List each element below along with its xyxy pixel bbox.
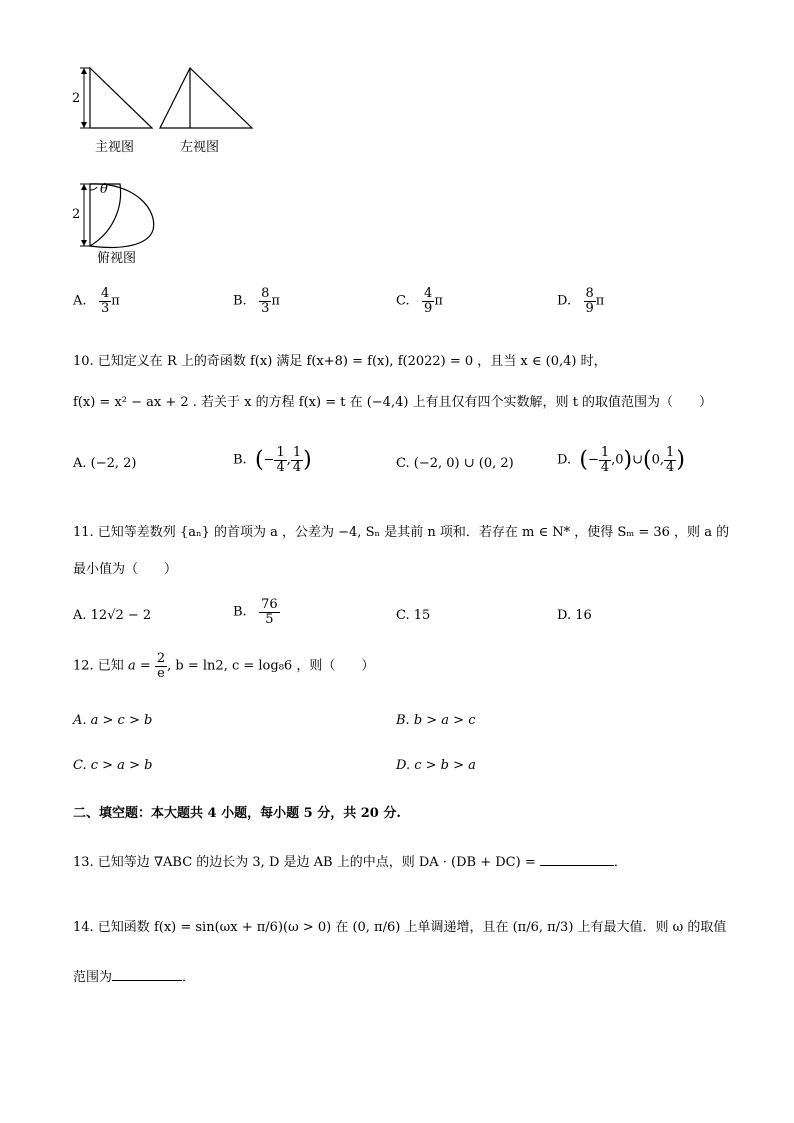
top-view-caption: 俯视图 bbox=[97, 251, 137, 266]
front-dim-label: 2 bbox=[72, 91, 81, 106]
q10-stem-line1: 10. 已知定义在 R 上的奇函数 f(x) 满足 f(x+8) = f(x), f(2022) = 0 ，且当 x ∈ (0,4) 时， bbox=[73, 354, 607, 369]
angle-label: θ bbox=[100, 182, 108, 197]
q9-option-a[interactable]: A. $\frac{4}{3}$ π bbox=[73, 286, 120, 316]
top-view-drawing bbox=[80, 184, 154, 248]
q9-option-d[interactable]: D. $\frac{8}{9}$ π bbox=[557, 286, 605, 316]
q9-option-c[interactable]: C. $\frac{4}{9}$ π bbox=[396, 286, 443, 316]
q12-option-b[interactable]: B. b > a > c bbox=[396, 713, 476, 728]
side-view-caption: 左视图 bbox=[180, 140, 220, 155]
q13-answer-blank[interactable] bbox=[540, 865, 614, 866]
q12-option-d[interactable]: D. c > b > a bbox=[396, 758, 476, 773]
q10-stem-line2: f(x) = x² − ax + 2 . 若关于 x 的方程 f(x) = t 在 (−4,4) 上有且仅有四个实数解，则 t 的取值范围为（ ） bbox=[73, 395, 713, 410]
side-view-drawing bbox=[160, 68, 252, 128]
q12-option-c[interactable]: C. c > a > b bbox=[73, 758, 153, 773]
q12-stem: 12. 已知 a = $\frac{2}{e}$ , b = ln2, c = log₈6 ，则（ ） bbox=[73, 651, 375, 681]
three-view-figure bbox=[60, 60, 280, 270]
top-dim-label: 2 bbox=[72, 207, 81, 222]
q10-option-d[interactable]: D. (− $\frac{1}{4}$ ,0)∪(0, $\frac{1}{4}$ ) bbox=[557, 445, 685, 475]
front-view-caption: 主视图 bbox=[95, 140, 135, 155]
q10-option-b[interactable]: B. (− $\frac{1}{4}$ , $\frac{1}{4}$ ) bbox=[233, 445, 312, 475]
q10-option-c[interactable]: C. (−2, 0) ∪ (0, 2) bbox=[396, 456, 514, 471]
q14-answer-blank[interactable] bbox=[112, 980, 182, 981]
q11-option-a[interactable]: A. 12√2 − 2 bbox=[73, 608, 152, 623]
q12-option-a[interactable]: A. a > c > b bbox=[73, 713, 153, 728]
q14-stem-line1: 14. 已知函数 f(x) = sin(ωx + π/6)(ω > 0) 在 (0, π/6) 上单调递增，且在 (π/6, π/3) 上有最大值．则 ω 的取值 bbox=[73, 920, 727, 935]
q11-option-c[interactable]: C. 15 bbox=[396, 608, 431, 623]
q9-option-b[interactable]: B. $\frac{8}{3}$ π bbox=[233, 286, 280, 316]
q11-option-b[interactable]: B. $\frac{76}{5}$ bbox=[233, 597, 278, 627]
q11-option-d[interactable]: D. 16 bbox=[557, 608, 592, 623]
q10-option-a[interactable]: A. (−2, 2) bbox=[73, 456, 137, 471]
section-heading: 二、填空题：本大题共 4 小题，每小题 5 分，共 20 分. bbox=[73, 806, 401, 821]
q11-stem-line1: 11. 已知等差数列 {aₙ} 的首项为 a ，公差为 −4, Sₙ 是其前 n 项和．若存在 m ∈ N* ，使得 Sₘ = 36 ，则 a 的 bbox=[73, 525, 730, 540]
q11-stem-line2: 最小值为（ ） bbox=[73, 562, 178, 577]
front-view-drawing bbox=[80, 68, 152, 128]
q13-stem: 13. 已知等边 ∇ABC 的边长为 3, D 是边 AB 上的中点，则 DA · (DB + DC) = ． bbox=[73, 855, 627, 870]
q14-stem-line2: 范围为 ． bbox=[73, 970, 196, 985]
